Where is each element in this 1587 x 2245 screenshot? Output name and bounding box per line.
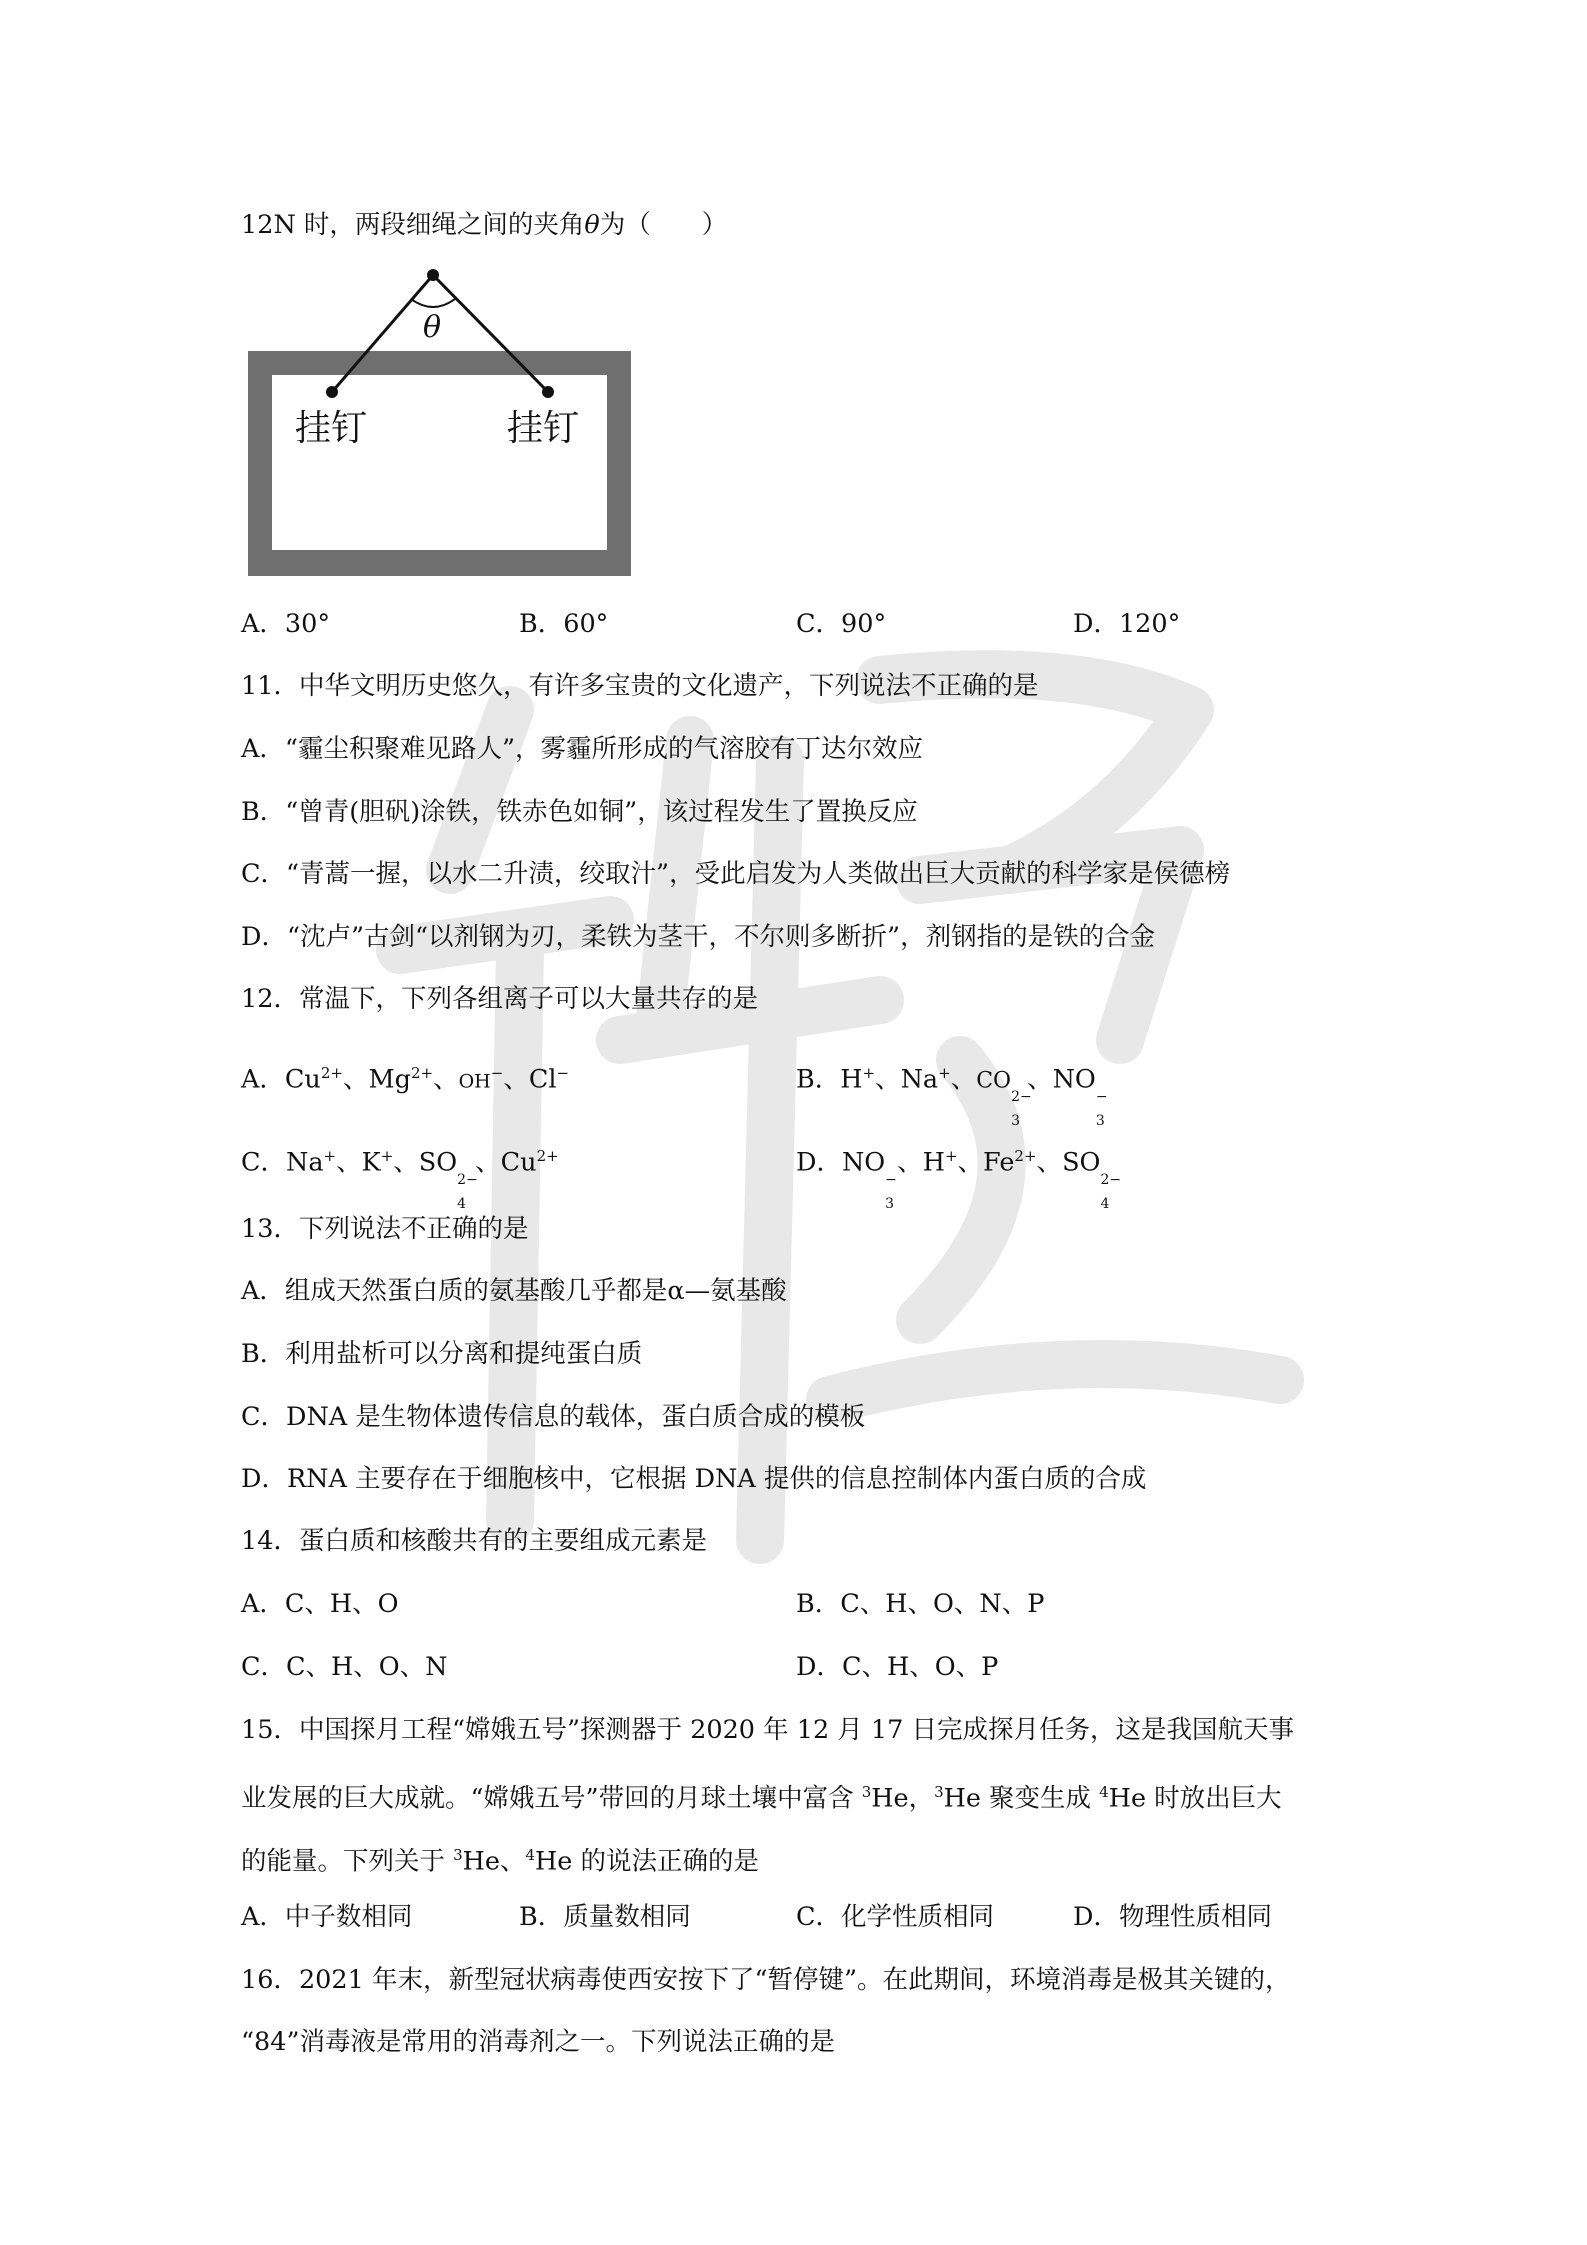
separator: 、 xyxy=(393,1147,419,1178)
charge: 2− xyxy=(1100,1171,1122,1188)
mass-number: 4 xyxy=(525,1846,536,1864)
q13-option-b: B．利用盐析可以分离和提纯蛋白质 xyxy=(241,1339,643,1369)
q13-option-d: D．RNA 主要存在于细胞核中，它根据 DNA 提供的信息控制体内蛋白质的合成 xyxy=(241,1464,1147,1494)
ion-na: Na xyxy=(900,1064,939,1095)
q10-option-b: B．60° xyxy=(519,609,609,639)
mass-number: 3 xyxy=(934,1783,944,1801)
left-nail-label: 挂钉 xyxy=(295,408,368,449)
ion-co3: CO xyxy=(976,1068,1012,1094)
charge: + xyxy=(323,1147,337,1165)
separator: 、 xyxy=(1027,1064,1053,1095)
ion-fe: Fe xyxy=(983,1147,1015,1178)
mass-number: 3 xyxy=(453,1846,463,1864)
ion-no3: NO xyxy=(1052,1064,1096,1095)
subscript: 3 xyxy=(1011,1112,1020,1129)
q14-option-b: B．C、H、O、N、P xyxy=(796,1589,1045,1619)
q12-c-label: C． xyxy=(241,1147,287,1178)
q11-option-d: D．“沈卢”古剑“以剂钢为刃，柔铁为茎干，不尔则多断折”，剂钢指的是铁的合金 xyxy=(241,922,1156,952)
q15-option-b: B．质量数相同 xyxy=(519,1902,691,1932)
separator: 、 xyxy=(1036,1147,1063,1178)
separator: 、 xyxy=(336,1147,362,1178)
subscript: 3 xyxy=(1095,1112,1105,1129)
ion-cl: Cl xyxy=(528,1064,557,1095)
q10-option-d: D．120° xyxy=(1073,609,1181,639)
ion-h: H xyxy=(840,1064,863,1095)
charge: − xyxy=(556,1064,570,1082)
q11-option-a: A．“霾尘积聚难见路人”，雾霾所形成的气溶胶有丁达尔效应 xyxy=(241,734,923,764)
charge: 2− xyxy=(457,1171,478,1188)
separator: 、 xyxy=(433,1064,459,1095)
mass-number: 4 xyxy=(1099,1783,1109,1801)
q15-option-a: A．中子数相同 xyxy=(241,1902,413,1932)
question-10-tail-text: 12N 时，两段细绳之间的夹角 xyxy=(241,210,585,240)
angle-arc xyxy=(411,299,455,307)
theta-label: θ xyxy=(423,310,442,345)
q15-text: He 聚变生成 xyxy=(943,1783,1100,1814)
right-nail xyxy=(542,386,554,398)
q12-a-label: A． xyxy=(241,1064,285,1095)
ion-cu: Cu xyxy=(500,1147,537,1178)
ion-na: Na xyxy=(286,1147,324,1178)
q11-option-c: C．“青蒿一握，以水二升渍，绞取汁”，受此启发为人类做出巨大贡献的科学家是侯德榜 xyxy=(241,859,1231,889)
ion-no3: NO xyxy=(841,1147,886,1178)
charge: 2− xyxy=(1011,1088,1032,1105)
charge: 2+ xyxy=(1014,1147,1037,1165)
q15-text: He、 xyxy=(462,1846,526,1877)
q12-b-label: B． xyxy=(796,1064,841,1095)
q14-option-c: C．C、H、O、N xyxy=(241,1652,448,1682)
q15-line-2 xyxy=(241,1775,1282,1816)
question-10-tail-paren: 为（ ） xyxy=(599,210,728,240)
q15-text: He， xyxy=(871,1783,935,1814)
q12-d-label: D． xyxy=(796,1147,842,1178)
q15-text: He 时放出巨大 xyxy=(1108,1783,1282,1814)
charge: + xyxy=(938,1064,951,1082)
picture-frame-figure xyxy=(245,265,635,615)
charge: − xyxy=(1095,1088,1108,1105)
separator: 、 xyxy=(897,1147,923,1178)
q11-stem: 11．中华文明历史悠久，有许多宝贵的文化遗产，下列说法不正确的是 xyxy=(241,671,1039,701)
q15-option-c: C．化学性质相同 xyxy=(796,1902,995,1932)
q13-option-a: A．组成天然蛋白质的氨基酸几乎都是α—氨基酸 xyxy=(241,1276,787,1306)
ion-oh: OH xyxy=(458,1070,491,1093)
subscript: 3 xyxy=(885,1195,895,1212)
ion-so4: SO xyxy=(418,1147,458,1178)
charge: − xyxy=(490,1064,504,1082)
ion-so4: SO xyxy=(1062,1147,1101,1178)
q12-option-d xyxy=(796,1139,1122,1212)
charge: + xyxy=(944,1147,958,1165)
q15-option-d: D．物理性质相同 xyxy=(1073,1902,1272,1932)
charge: + xyxy=(380,1147,394,1165)
charge: 2+ xyxy=(320,1064,343,1082)
q15-text: 的能量。下列关于 xyxy=(241,1846,454,1877)
q16-line-1: 16．2021 年末，新型冠状病毒使西安按下了“暂停键”。在此期间，环境消毒是极其关键的， xyxy=(241,1965,1291,1995)
question-10-tail xyxy=(241,208,727,242)
ion-cu: Cu xyxy=(284,1064,321,1095)
q14-option-d: D．C、H、O、P xyxy=(796,1652,999,1682)
q15-line-3 xyxy=(241,1838,759,1879)
separator: 、 xyxy=(342,1064,369,1095)
q12-option-b xyxy=(796,1056,1108,1129)
q14-option-a: A．C、H、O xyxy=(241,1589,399,1619)
mass-number: 3 xyxy=(861,1783,872,1801)
left-nail xyxy=(326,386,338,398)
q12-stem: 12．常温下，下列各组离子可以大量共存的是 xyxy=(241,984,758,1014)
charge: + xyxy=(862,1064,876,1082)
q14-stem: 14．蛋白质和核酸共有的主要组成元素是 xyxy=(241,1526,707,1556)
q13-stem: 13．下列说法不正确的是 xyxy=(241,1214,529,1244)
ion-k: K xyxy=(361,1147,381,1178)
charge: 2+ xyxy=(536,1147,559,1165)
separator: 、 xyxy=(875,1064,901,1095)
ion-h: H xyxy=(922,1147,945,1178)
separator: 、 xyxy=(503,1064,529,1095)
q15-text: He 的说法正确的是 xyxy=(535,1846,759,1877)
q15-line-1: 15．中国探月工程“嫦娥五号”探测器于 2020 年 12 月 17 日完成探月任务，这是我国航天事 xyxy=(241,1715,1294,1745)
charge: 2+ xyxy=(410,1064,434,1082)
q11-option-b: B．“曾青(胆矾)涂铁，铁赤色如铜”，该过程发生了置换反应 xyxy=(241,797,918,827)
q12-option-c xyxy=(241,1139,559,1212)
q13-option-c: C．DNA 是生物体遗传信息的载体，蛋白质合成的模板 xyxy=(241,1402,866,1432)
q10-option-a: A．30° xyxy=(241,609,331,639)
q16-line-2: “84”消毒液是常用的消毒剂之一。下列说法正确的是 xyxy=(241,2027,836,2057)
hanging-point xyxy=(427,269,439,281)
watermark-graphic xyxy=(360,620,1340,1600)
q12-option-a xyxy=(241,1056,569,1099)
theta-symbol: θ xyxy=(584,210,600,240)
subscript: 4 xyxy=(1100,1195,1110,1212)
charge: − xyxy=(885,1171,897,1188)
ion-mg: Mg xyxy=(368,1064,411,1095)
subscript: 4 xyxy=(457,1195,467,1212)
q15-text: 业发展的巨大成就。“嫦娥五号”带回的月球土壤中富含 xyxy=(241,1783,862,1814)
q10-option-c: C．90° xyxy=(796,609,887,639)
separator: 、 xyxy=(475,1147,501,1178)
separator: 、 xyxy=(957,1147,984,1178)
frame-inner xyxy=(272,375,607,550)
right-nail-label: 挂钉 xyxy=(507,408,580,449)
separator: 、 xyxy=(950,1064,977,1095)
